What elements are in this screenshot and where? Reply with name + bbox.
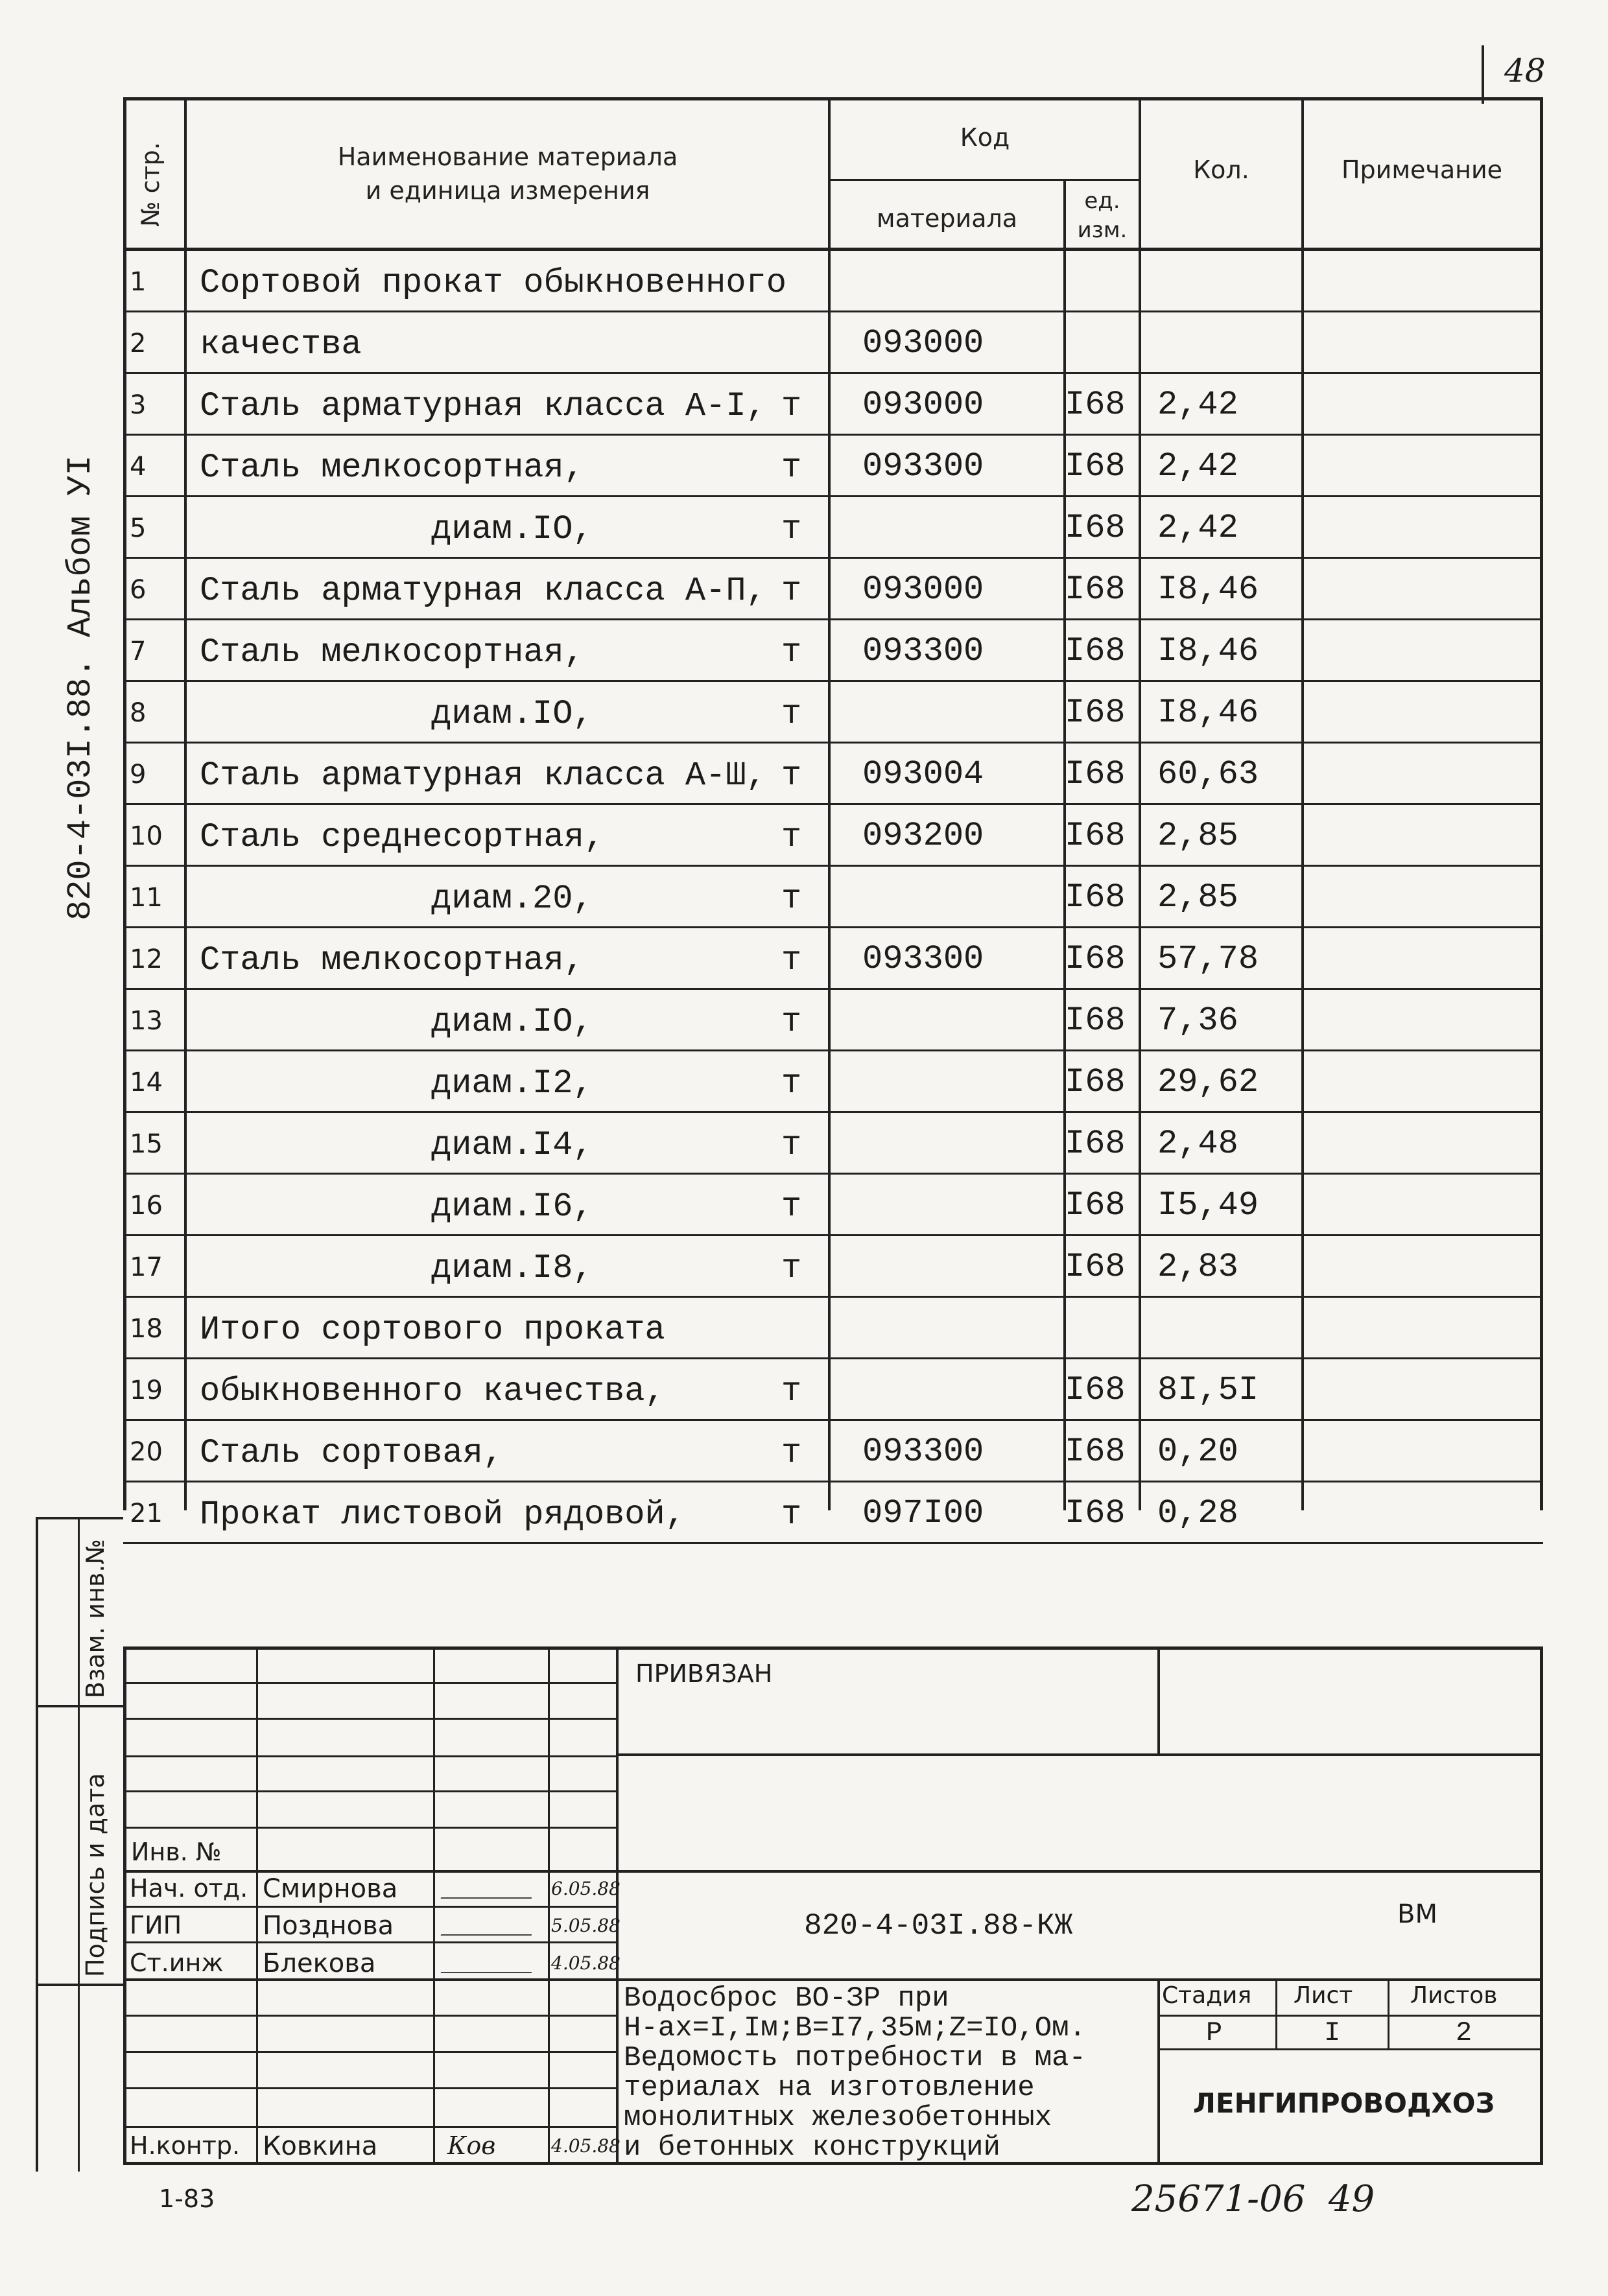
row-number: 17 bbox=[130, 1252, 163, 1282]
row-divider bbox=[123, 434, 1543, 436]
unit-code: I68 bbox=[1065, 1186, 1126, 1224]
header-code-unit-1: ед. bbox=[1084, 188, 1120, 214]
row-number: 3 bbox=[130, 390, 147, 420]
signatory-name: Позднова bbox=[263, 1911, 394, 1941]
unit: т bbox=[781, 633, 802, 672]
unit: т bbox=[781, 1372, 802, 1411]
sheet-value: I bbox=[1324, 2017, 1341, 2048]
row-number: 4 bbox=[130, 452, 147, 482]
material-code: 093300 bbox=[862, 940, 984, 978]
unit-code: I68 bbox=[1065, 940, 1126, 978]
row-divider bbox=[123, 1234, 1543, 1236]
row-divider bbox=[123, 1419, 1543, 1421]
header-name-line1: Наименование материала bbox=[337, 143, 678, 171]
row-divider bbox=[123, 1296, 1543, 1298]
material-name: диам.I8, bbox=[431, 1249, 593, 1287]
row-number: 1 bbox=[130, 267, 147, 297]
unit-code: I68 bbox=[1065, 447, 1126, 486]
unit: т bbox=[781, 818, 802, 856]
row-number: 20 bbox=[130, 1437, 163, 1467]
row-number: 21 bbox=[130, 1499, 163, 1529]
sheets-value: 2 bbox=[1456, 2017, 1472, 2048]
unit: т bbox=[781, 449, 802, 487]
material-name: Сталь среднесортная, bbox=[200, 818, 605, 856]
material-name: диам.IO, bbox=[431, 510, 593, 548]
row-divider bbox=[123, 495, 1543, 497]
material-name: Сталь мелкосортная, bbox=[200, 633, 584, 672]
header-name-line2: и единица измерения bbox=[365, 176, 650, 205]
material-name: диам.I6, bbox=[431, 1188, 593, 1226]
stage-value: Р bbox=[1206, 2017, 1223, 2048]
row-divider bbox=[123, 1357, 1543, 1359]
row-number: 11 bbox=[130, 883, 163, 913]
signature-scribble bbox=[441, 1916, 539, 1936]
row-divider bbox=[123, 680, 1543, 682]
material-code: 093000 bbox=[862, 386, 984, 424]
materials-table bbox=[123, 97, 1543, 1534]
unit: т bbox=[781, 1249, 802, 1287]
doc-mark: ВМ bbox=[1397, 1899, 1437, 1929]
row-number: 8 bbox=[130, 698, 147, 728]
side-album-label: 820-4-03I.88. Альбом УI bbox=[62, 455, 100, 920]
row-divider bbox=[123, 557, 1543, 559]
material-name: диам.I2, bbox=[431, 1064, 593, 1103]
unit-code: I68 bbox=[1065, 1494, 1126, 1532]
unit-code: I68 bbox=[1065, 1063, 1126, 1101]
unit: т bbox=[781, 1434, 802, 1472]
row-number: 12 bbox=[130, 944, 163, 974]
unit-code: I68 bbox=[1065, 694, 1126, 732]
description-line: и бетонных конструкций bbox=[624, 2131, 1000, 2164]
privyazan-label: ПРИВЯЗАН bbox=[635, 1659, 773, 1688]
footer-left-code: 1-83 bbox=[159, 2185, 215, 2213]
title-block bbox=[123, 1646, 1543, 2165]
row-number: 13 bbox=[130, 1006, 163, 1036]
material-name: Итого сортового проката bbox=[200, 1311, 665, 1349]
signatory-name: Смирнова bbox=[263, 1874, 398, 1904]
quantity: 2,42 bbox=[1157, 386, 1238, 424]
unit-code: I68 bbox=[1065, 1002, 1126, 1040]
org-name: ЛЕНГИПРОВОДХОЗ bbox=[1193, 2087, 1495, 2119]
unit: т bbox=[781, 1495, 802, 1534]
quantity: 2,83 bbox=[1157, 1248, 1238, 1286]
quantity: 2,85 bbox=[1157, 817, 1238, 855]
header-code: Код bbox=[960, 123, 1010, 152]
row-divider bbox=[123, 926, 1543, 928]
unit: т bbox=[781, 1126, 802, 1164]
row-divider bbox=[123, 1542, 1543, 1544]
row-divider bbox=[123, 742, 1543, 744]
row-divider bbox=[123, 310, 1543, 312]
quantity: 57,78 bbox=[1157, 940, 1259, 978]
description-line: Водосброс ВО-ЗР при bbox=[624, 1982, 949, 2015]
material-code: 093000 bbox=[862, 570, 984, 609]
signatory-role: ГИП bbox=[130, 1911, 182, 1939]
row-divider bbox=[123, 803, 1543, 805]
unit-code: I68 bbox=[1065, 570, 1126, 609]
row-number: 19 bbox=[130, 1376, 163, 1405]
material-name: Сталь мелкосортная, bbox=[200, 449, 584, 487]
left-margin-box1: Взам. инв.№ bbox=[81, 1539, 110, 1698]
quantity: I8,46 bbox=[1157, 632, 1259, 670]
material-name: диам.IO, bbox=[431, 1003, 593, 1041]
unit: т bbox=[781, 941, 802, 979]
row-number: 18 bbox=[130, 1314, 163, 1344]
left-margin-stamp bbox=[36, 1517, 123, 2172]
row-divider bbox=[123, 865, 1543, 867]
quantity: I8,46 bbox=[1157, 570, 1259, 609]
unit: т bbox=[781, 1003, 802, 1041]
page-number-top: 48 bbox=[1504, 52, 1546, 89]
row-number: 16 bbox=[130, 1191, 163, 1221]
signatory-role: Нач. отд. bbox=[130, 1874, 248, 1903]
signatory-role: Ст.инж bbox=[130, 1949, 224, 1977]
material-code: 093300 bbox=[862, 447, 984, 486]
material-code: 097I00 bbox=[862, 1494, 984, 1532]
material-name: Сталь мелкосортная, bbox=[200, 941, 584, 979]
header-note: Примечание bbox=[1341, 156, 1503, 184]
material-name: Сталь арматурная класса А-П, bbox=[200, 572, 766, 610]
row-number: 2 bbox=[130, 329, 147, 358]
quantity: 2,42 bbox=[1157, 509, 1238, 547]
signatory-signature: Ков bbox=[447, 2131, 496, 2160]
material-name: диам.20, bbox=[431, 880, 593, 918]
material-name: Прокат листовой рядовой, bbox=[200, 1495, 685, 1534]
material-name: Сортовой прокат обыкновенного bbox=[200, 264, 786, 302]
stage-label: Стадия bbox=[1162, 1982, 1252, 2009]
quantity: 29,62 bbox=[1157, 1063, 1259, 1101]
material-name: Сталь арматурная класса А-Ш, bbox=[200, 756, 766, 795]
row-number: 14 bbox=[130, 1068, 163, 1097]
material-name: обыкновенного качества, bbox=[200, 1372, 665, 1411]
signatory-date: 4.05.88 bbox=[551, 2135, 621, 2157]
description-line: монолитных железобетонных bbox=[624, 2102, 1052, 2134]
unit-code: I68 bbox=[1065, 755, 1126, 793]
material-code: 093200 bbox=[862, 817, 984, 855]
row-number: 6 bbox=[130, 575, 147, 605]
signatory-date: 6.05.88 bbox=[551, 1878, 621, 1899]
row-number: 15 bbox=[130, 1129, 163, 1159]
material-code: 093000 bbox=[862, 324, 984, 362]
row-number: 5 bbox=[130, 513, 147, 543]
quantity: 8I,5I bbox=[1157, 1371, 1259, 1409]
signatory-name: Блекова bbox=[263, 1949, 376, 1978]
signature-scribble bbox=[441, 1879, 539, 1899]
description-line: H-ax=I,Iм;B=I7,35м;Z=IO,Oм. bbox=[624, 2012, 1086, 2044]
quantity: 0,20 bbox=[1157, 1433, 1238, 1471]
material-name: диам.I4, bbox=[431, 1126, 593, 1164]
unit: т bbox=[781, 1188, 802, 1226]
material-name: Сталь арматурная класса А-I, bbox=[200, 387, 766, 425]
material-name: Сталь сортовая, bbox=[200, 1434, 504, 1472]
header-row-no: № стр. bbox=[136, 142, 165, 227]
unit-code: I68 bbox=[1065, 1125, 1126, 1163]
header-qty: Кол. bbox=[1193, 156, 1249, 184]
material-code: 093300 bbox=[862, 632, 984, 670]
row-number: 10 bbox=[130, 821, 163, 851]
sheets-label: Листов bbox=[1410, 1982, 1498, 2009]
material-name: диам.IO, bbox=[431, 695, 593, 733]
unit: т bbox=[781, 387, 802, 425]
footer-handwritten: 25671-06 49 bbox=[1131, 2178, 1375, 2220]
row-divider bbox=[123, 618, 1543, 620]
inv-no-label: Инв. № bbox=[131, 1838, 222, 1866]
unit-code: I68 bbox=[1065, 509, 1126, 547]
material-code: 093004 bbox=[862, 755, 984, 793]
description-line: териалах на изготовление bbox=[624, 2072, 1035, 2104]
row-divider bbox=[123, 1173, 1543, 1175]
quantity: 2,85 bbox=[1157, 878, 1238, 917]
row-number: 9 bbox=[130, 760, 147, 790]
unit-code: I68 bbox=[1065, 386, 1126, 424]
row-divider bbox=[123, 1111, 1543, 1113]
unit-code: I68 bbox=[1065, 632, 1126, 670]
sheet-label: Лист bbox=[1294, 1982, 1353, 2009]
doc-code: 820-4-03I.88-КЖ bbox=[804, 1909, 1073, 1943]
row-divider bbox=[123, 1481, 1543, 1482]
material-code: 093300 bbox=[862, 1433, 984, 1471]
header-code-unit-2: изм. bbox=[1077, 217, 1128, 243]
unit: т bbox=[781, 695, 802, 733]
row-number: 7 bbox=[130, 637, 147, 666]
quantity: 2,42 bbox=[1157, 447, 1238, 486]
quantity: I5,49 bbox=[1157, 1186, 1259, 1224]
unit: т bbox=[781, 510, 802, 548]
row-divider bbox=[123, 988, 1543, 990]
page-number-tick bbox=[1482, 45, 1484, 104]
unit: т bbox=[781, 572, 802, 610]
row-divider bbox=[123, 372, 1543, 374]
unit-code: I68 bbox=[1065, 1371, 1126, 1409]
quantity: 7,36 bbox=[1157, 1002, 1238, 1040]
signatory-date: 5.05.88 bbox=[551, 1915, 621, 1936]
signatory-name: Ковкина bbox=[263, 2131, 378, 2161]
left-margin-box2: Подпись и дата bbox=[81, 1773, 110, 1977]
unit-code: I68 bbox=[1065, 878, 1126, 917]
header-code-material: материала bbox=[876, 204, 1018, 233]
quantity: 0,28 bbox=[1157, 1494, 1238, 1532]
unit: т bbox=[781, 880, 802, 918]
signatory-date: 4.05.88 bbox=[551, 1952, 621, 1974]
description-line: Ведомость потребности в ма- bbox=[624, 2042, 1086, 2074]
row-divider bbox=[123, 1049, 1543, 1051]
unit: т bbox=[781, 1064, 802, 1103]
signatory-role: Н.контр. bbox=[130, 2131, 241, 2160]
signature-scribble bbox=[441, 1954, 539, 1973]
unit: т bbox=[781, 756, 802, 795]
unit-code: I68 bbox=[1065, 817, 1126, 855]
quantity: 60,63 bbox=[1157, 755, 1259, 793]
quantity: I8,46 bbox=[1157, 694, 1259, 732]
unit-code: I68 bbox=[1065, 1433, 1126, 1471]
material-name: качества bbox=[200, 325, 362, 364]
unit-code: I68 bbox=[1065, 1248, 1126, 1286]
quantity: 2,48 bbox=[1157, 1125, 1238, 1163]
